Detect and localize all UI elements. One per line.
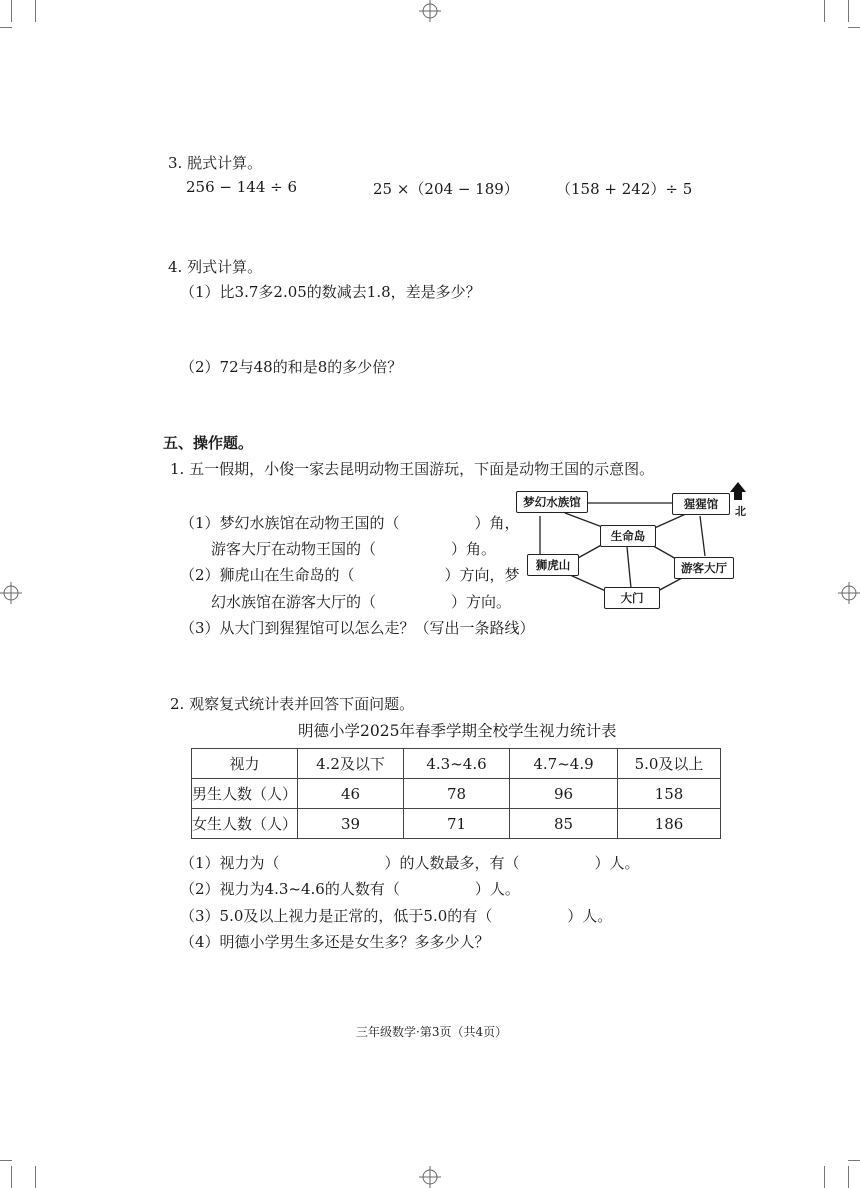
- page-footer: 三年级数学·第3页（共4页）: [356, 1025, 508, 1039]
- crop-mark: [848, 0, 849, 22]
- crop-mark: [35, 0, 36, 22]
- map-node-life-island: 生命岛: [600, 525, 656, 547]
- question-5-2-2: （2）视力为4.3~4.6的人数有（ ）人。: [180, 880, 520, 898]
- question-5-1-2-line2: 幻水族馆在游客大厅的（ ）方向。: [211, 593, 512, 611]
- crop-mark: [35, 1166, 36, 1188]
- map-node-visitor-hall: 游客大厅: [674, 557, 734, 579]
- expression-1: 256 − 144 ÷ 6: [186, 178, 298, 196]
- table-header-cell: 4.2及以下: [298, 749, 404, 779]
- expression-2: 25 ×（204 − 189）: [373, 180, 519, 198]
- table-cell: 71: [404, 809, 510, 839]
- crop-mark: [0, 27, 12, 28]
- crop-mark: [824, 1166, 825, 1188]
- problem-2-intro: 2. 观察复式统计表并回答下面问题。: [170, 695, 415, 713]
- table-row: [192, 779, 721, 809]
- question-4-2: （2）72与48的和是8的多少倍？: [180, 358, 403, 376]
- registration-mark-top: [415, 0, 445, 22]
- question-5-1-1-line1: （1）梦幻水族馆在动物王国的（ ）角，: [180, 514, 520, 532]
- table-cell: 96: [510, 779, 618, 809]
- expression-3: （158 + 242）÷ 5: [556, 180, 693, 198]
- section-5-heading: 五、操作题。: [163, 434, 254, 452]
- table-cell: 39: [298, 809, 404, 839]
- table-cell: 男生人数（人）: [192, 779, 298, 809]
- question-4-1: （1）比3.7多2.05的数减去1.8，差是多少？: [180, 283, 481, 301]
- registration-mark-left: [0, 578, 22, 608]
- table-header-row: [192, 749, 721, 779]
- table-cell: 158: [618, 779, 721, 809]
- table-cell: 46: [298, 779, 404, 809]
- table-header-cell: 视力: [192, 749, 298, 779]
- registration-mark-bottom: [415, 1166, 445, 1188]
- question-5-1-1-line2: 游客大厅在动物王国的（ ）角。: [211, 540, 497, 558]
- question-5-2-4: （4）明德小学男生多还是女生多？多多少人？: [180, 933, 490, 951]
- map-node-lion-tiger: 狮虎山: [527, 554, 579, 576]
- map-node-orangutan: 猩猩馆: [672, 493, 730, 515]
- table-title: 明德小学2025年春季学期全校学生视力统计表: [298, 722, 617, 740]
- north-label: 北: [735, 505, 746, 518]
- map-node-aquarium: 梦幻水族馆: [516, 491, 588, 513]
- question-5-1-3: （3）从大门到猩猩馆可以怎么走？（写出一条路线）: [180, 619, 535, 637]
- question-5-1-2-line1: （2）狮虎山在生命岛的（ ）方向，梦: [180, 566, 520, 584]
- table-cell: 78: [404, 779, 510, 809]
- registration-mark-right: [838, 578, 860, 608]
- crop-mark: [824, 0, 825, 22]
- table-header-cell: 4.3~4.6: [404, 749, 510, 779]
- table-header-cell: 5.0及以上: [618, 749, 721, 779]
- question-5-2-1: （1）视力为（ ）的人数最多，有（ ）人。: [180, 854, 640, 872]
- crop-mark: [11, 1166, 12, 1188]
- problem-1-intro: 1. 五一假期，小俊一家去昆明动物王国游玩，下面是动物王国的示意图。: [170, 460, 655, 478]
- table-header-cell: 4.7~4.9: [510, 749, 618, 779]
- question-5-2-3: （3）5.0及以上视力是正常的，低于5.0的有（ ）人。: [180, 907, 613, 925]
- table-cell: 女生人数（人）: [192, 809, 298, 839]
- crop-mark: [11, 0, 12, 22]
- section-3-title: 3. 脱式计算。: [168, 154, 263, 172]
- table-cell: 186: [618, 809, 721, 839]
- crop-mark: [848, 1166, 849, 1188]
- table-row: [192, 809, 721, 839]
- section-4-title: 4. 列式计算。: [168, 258, 263, 276]
- map-node-gate: 大门: [604, 587, 660, 609]
- zoo-map: [510, 478, 760, 618]
- crop-mark: [848, 1160, 860, 1161]
- crop-mark: [848, 27, 860, 28]
- vision-stats-table: [191, 748, 721, 839]
- table-cell: 85: [510, 809, 618, 839]
- crop-mark: [0, 1160, 12, 1161]
